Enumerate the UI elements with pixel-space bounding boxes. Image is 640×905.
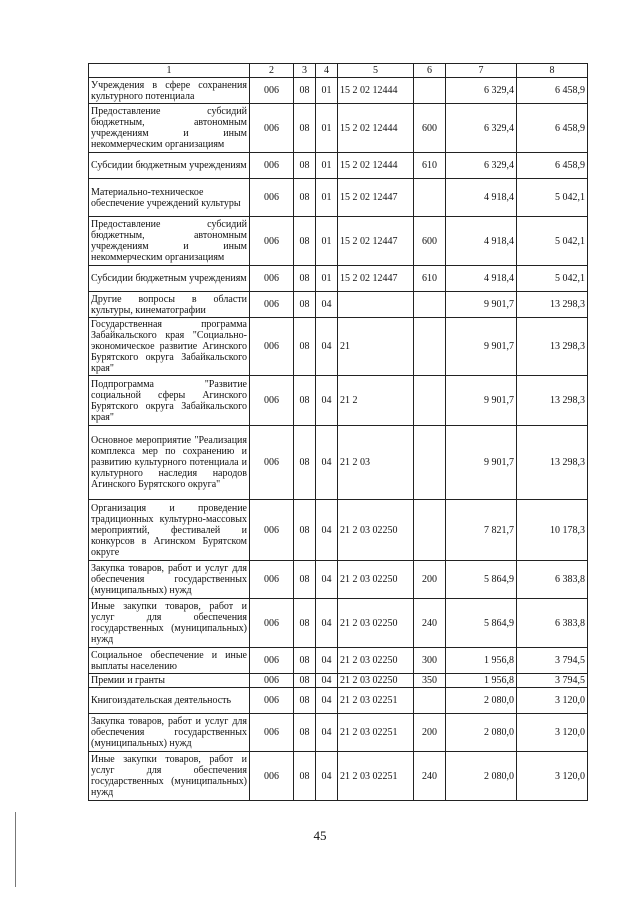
row-ministry-code-cell: 006 (250, 561, 294, 599)
table-row (89, 217, 588, 266)
row-subsection-cell: 01 (316, 179, 338, 217)
row-subsection-cell: 01 (316, 217, 338, 266)
row-section-cell: 08 (294, 648, 316, 674)
row-name-cell: Подпрограмма "Развитие социальной сферы Агинского Бурятского округа Забайкальского края" (89, 376, 250, 426)
row-target-article-cell: 21 2 03 02251 (338, 688, 414, 714)
row-subsection-cell: 04 (316, 318, 338, 376)
table-row (89, 752, 588, 801)
table-header-row (89, 64, 588, 78)
row-target-article-cell: 15 2 02 12447 (338, 217, 414, 266)
row-expense-type-cell (414, 318, 446, 376)
column-header: 1 (89, 64, 250, 78)
row-amount-year2-cell: 13 298,3 (517, 318, 588, 376)
row-section-cell: 08 (294, 266, 316, 292)
table-row (89, 153, 588, 179)
row-amount-year2-cell: 13 298,3 (517, 376, 588, 426)
row-subsection-cell: 01 (316, 153, 338, 179)
row-name-cell: Книгоиздательская деятельность (89, 688, 250, 714)
column-header: 3 (294, 64, 316, 78)
row-amount-year1-cell: 9 901,7 (446, 426, 517, 500)
row-expense-type-cell: 600 (414, 104, 446, 153)
row-ministry-code-cell: 006 (250, 153, 294, 179)
row-ministry-code-cell: 006 (250, 426, 294, 500)
row-expense-type-cell: 610 (414, 266, 446, 292)
row-amount-year1-cell: 4 918,4 (446, 179, 517, 217)
row-amount-year1-cell: 2 080,0 (446, 714, 517, 752)
table-row (89, 292, 588, 318)
row-section-cell: 08 (294, 688, 316, 714)
row-target-article-cell: 15 2 02 12444 (338, 153, 414, 179)
row-target-article-cell: 21 (338, 318, 414, 376)
row-expense-type-cell: 200 (414, 714, 446, 752)
row-subsection-cell: 01 (316, 104, 338, 153)
row-subsection-cell: 04 (316, 500, 338, 561)
row-amount-year2-cell: 3 120,0 (517, 714, 588, 752)
row-ministry-code-cell: 006 (250, 179, 294, 217)
row-amount-year2-cell: 6 383,8 (517, 599, 588, 648)
row-target-article-cell: 21 2 03 (338, 426, 414, 500)
row-section-cell: 08 (294, 292, 316, 318)
table-row (89, 674, 588, 688)
row-amount-year1-cell: 6 329,4 (446, 153, 517, 179)
row-expense-type-cell: 300 (414, 648, 446, 674)
row-ministry-code-cell: 006 (250, 318, 294, 376)
row-name-cell: Основное мероприятие "Реализация комплекса мер по сохранению и развитию культурного потенциала и культурного наследия народов Агинского Бурятского округа" (89, 426, 250, 500)
row-subsection-cell: 04 (316, 648, 338, 674)
row-target-article-cell: 21 2 03 02251 (338, 714, 414, 752)
row-name-cell: Материально-техническое обеспечение учреждений культуры (89, 179, 250, 217)
row-section-cell: 08 (294, 599, 316, 648)
column-header: 4 (316, 64, 338, 78)
row-amount-year2-cell: 3 794,5 (517, 674, 588, 688)
row-subsection-cell: 04 (316, 674, 338, 688)
row-expense-type-cell (414, 78, 446, 104)
row-target-article-cell: 21 2 03 02250 (338, 648, 414, 674)
row-section-cell: 08 (294, 426, 316, 500)
row-name-cell: Иные закупки товаров, работ и услуг для обеспечения государственных (муниципальных) нужд (89, 752, 250, 801)
row-amount-year2-cell: 5 042,1 (517, 179, 588, 217)
row-target-article-cell: 21 2 03 02251 (338, 752, 414, 801)
row-expense-type-cell: 200 (414, 561, 446, 599)
row-subsection-cell: 04 (316, 752, 338, 801)
row-name-cell: Иные закупки товаров, работ и услуг для обеспечения государственных (муниципальных) нужд (89, 599, 250, 648)
row-amount-year1-cell: 5 864,9 (446, 599, 517, 648)
row-amount-year1-cell: 7 821,7 (446, 500, 517, 561)
row-target-article-cell: 21 2 (338, 376, 414, 426)
row-amount-year2-cell: 5 042,1 (517, 217, 588, 266)
row-amount-year2-cell: 3 120,0 (517, 752, 588, 801)
row-section-cell: 08 (294, 217, 316, 266)
row-amount-year2-cell: 13 298,3 (517, 292, 588, 318)
row-expense-type-cell (414, 376, 446, 426)
column-header: 7 (446, 64, 517, 78)
table-row (89, 714, 588, 752)
row-expense-type-cell: 240 (414, 599, 446, 648)
row-target-article-cell: 15 2 02 12444 (338, 104, 414, 153)
row-amount-year2-cell: 10 178,3 (517, 500, 588, 561)
page-number: 45 (313, 828, 327, 843)
row-amount-year2-cell: 13 298,3 (517, 426, 588, 500)
row-expense-type-cell: 240 (414, 752, 446, 801)
row-ministry-code-cell: 006 (250, 292, 294, 318)
row-target-article-cell: 21 2 03 02250 (338, 561, 414, 599)
row-expense-type-cell: 350 (414, 674, 446, 688)
row-amount-year1-cell: 9 901,7 (446, 318, 517, 376)
row-ministry-code-cell: 006 (250, 599, 294, 648)
row-amount-year2-cell: 6 383,8 (517, 561, 588, 599)
row-subsection-cell: 04 (316, 688, 338, 714)
row-ministry-code-cell: 006 (250, 217, 294, 266)
table-row (89, 500, 588, 561)
row-ministry-code-cell: 006 (250, 752, 294, 801)
row-section-cell: 08 (294, 376, 316, 426)
row-section-cell: 08 (294, 104, 316, 153)
row-amount-year1-cell: 9 901,7 (446, 376, 517, 426)
row-subsection-cell: 04 (316, 426, 338, 500)
row-amount-year1-cell: 4 918,4 (446, 217, 517, 266)
row-amount-year1-cell: 4 918,4 (446, 266, 517, 292)
row-subsection-cell: 04 (316, 376, 338, 426)
column-header: 8 (517, 64, 588, 78)
row-amount-year2-cell: 6 458,9 (517, 78, 588, 104)
row-section-cell: 08 (294, 179, 316, 217)
row-section-cell: 08 (294, 561, 316, 599)
row-target-article-cell: 15 2 02 12447 (338, 266, 414, 292)
table-row (89, 376, 588, 426)
table-row (89, 561, 588, 599)
row-expense-type-cell (414, 500, 446, 561)
row-expense-type-cell (414, 292, 446, 318)
row-section-cell: 08 (294, 752, 316, 801)
row-name-cell: Закупка товаров, работ и услуг для обеспечения государственных (муниципальных) нужд (89, 561, 250, 599)
row-name-cell: Организация и проведение традиционных культурно-массовых мероприятий, фестивалей и конкурсов в Агинском Бурятском округе (89, 500, 250, 561)
row-subsection-cell: 04 (316, 292, 338, 318)
table-row (89, 104, 588, 153)
row-ministry-code-cell: 006 (250, 266, 294, 292)
row-amount-year2-cell: 5 042,1 (517, 266, 588, 292)
row-amount-year2-cell: 6 458,9 (517, 104, 588, 153)
row-name-cell: Предоставление субсидий бюджетным, автономным учреждениям и иным некоммерческим организациям (89, 104, 250, 153)
scan-edge-line (15, 812, 16, 887)
row-expense-type-cell (414, 179, 446, 217)
column-header: 5 (338, 64, 414, 78)
row-name-cell: Премии и гранты (89, 674, 250, 688)
row-target-article-cell (338, 292, 414, 318)
row-ministry-code-cell: 006 (250, 674, 294, 688)
table-row (89, 266, 588, 292)
table-body (89, 78, 588, 801)
row-name-cell: Социальное обеспечение и иные выплаты населению (89, 648, 250, 674)
row-expense-type-cell: 610 (414, 153, 446, 179)
row-ministry-code-cell: 006 (250, 104, 294, 153)
row-amount-year2-cell: 6 458,9 (517, 153, 588, 179)
row-name-cell: Закупка товаров, работ и услуг для обеспечения государственных (муниципальных) нужд (89, 714, 250, 752)
row-name-cell: Другие вопросы в области культуры, кинематографии (89, 292, 250, 318)
row-amount-year2-cell: 3 794,5 (517, 648, 588, 674)
row-section-cell: 08 (294, 318, 316, 376)
row-amount-year1-cell: 9 901,7 (446, 292, 517, 318)
row-expense-type-cell (414, 426, 446, 500)
row-amount-year1-cell: 1 956,8 (446, 648, 517, 674)
row-expense-type-cell: 600 (414, 217, 446, 266)
budget-table (88, 63, 588, 801)
table-row (89, 648, 588, 674)
row-name-cell: Субсидии бюджетным учреждениям (89, 266, 250, 292)
row-amount-year1-cell: 6 329,4 (446, 104, 517, 153)
row-target-article-cell: 21 2 03 02250 (338, 500, 414, 561)
row-amount-year1-cell: 6 329,4 (446, 78, 517, 104)
table-row (89, 179, 588, 217)
row-subsection-cell: 04 (316, 599, 338, 648)
row-ministry-code-cell: 006 (250, 376, 294, 426)
row-section-cell: 08 (294, 674, 316, 688)
table-row (89, 78, 588, 104)
row-subsection-cell: 04 (316, 714, 338, 752)
table-row (89, 688, 588, 714)
row-section-cell: 08 (294, 500, 316, 561)
row-amount-year1-cell: 1 956,8 (446, 674, 517, 688)
row-subsection-cell: 01 (316, 266, 338, 292)
row-target-article-cell: 15 2 02 12447 (338, 179, 414, 217)
row-subsection-cell: 04 (316, 561, 338, 599)
row-amount-year2-cell: 3 120,0 (517, 688, 588, 714)
row-expense-type-cell (414, 688, 446, 714)
row-ministry-code-cell: 006 (250, 648, 294, 674)
row-section-cell: 08 (294, 714, 316, 752)
row-ministry-code-cell: 006 (250, 500, 294, 561)
row-ministry-code-cell: 006 (250, 78, 294, 104)
row-ministry-code-cell: 006 (250, 714, 294, 752)
column-header: 2 (250, 64, 294, 78)
row-name-cell: Учреждения в сфере сохранения культурного потенциала (89, 78, 250, 104)
table-row (89, 599, 588, 648)
row-ministry-code-cell: 006 (250, 688, 294, 714)
row-target-article-cell: 15 2 02 12444 (338, 78, 414, 104)
row-amount-year1-cell: 5 864,9 (446, 561, 517, 599)
row-section-cell: 08 (294, 78, 316, 104)
row-name-cell: Предоставление субсидий бюджетным, автономным учреждениям и иным некоммерческим организациям (89, 217, 250, 266)
row-section-cell: 08 (294, 153, 316, 179)
row-name-cell: Субсидии бюджетным учреждениям (89, 153, 250, 179)
row-target-article-cell: 21 2 03 02250 (338, 599, 414, 648)
row-subsection-cell: 01 (316, 78, 338, 104)
row-amount-year1-cell: 2 080,0 (446, 688, 517, 714)
table-row (89, 318, 588, 376)
column-header: 6 (414, 64, 446, 78)
row-amount-year1-cell: 2 080,0 (446, 752, 517, 801)
row-name-cell: Государственная программа Забайкальского края "Социально-экономическое развитие Агинского Бурятского округа Забайкальского края" (89, 318, 250, 376)
row-target-article-cell: 21 2 03 02250 (338, 674, 414, 688)
table-row (89, 426, 588, 500)
